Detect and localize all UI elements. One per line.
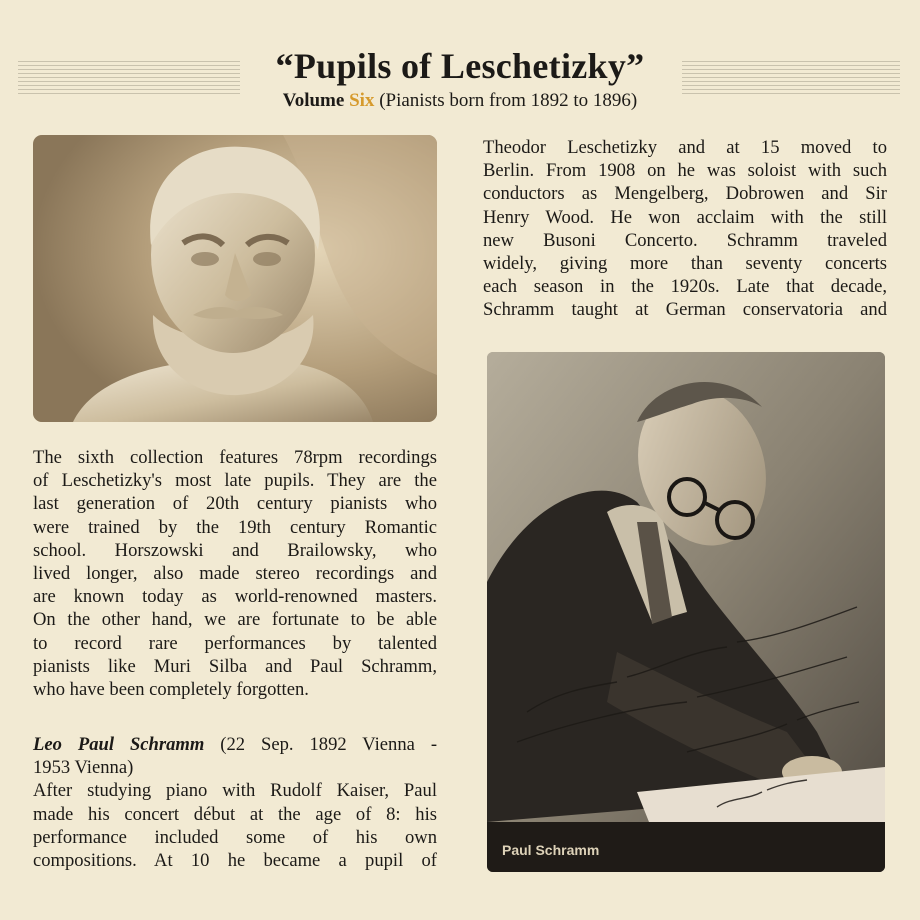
text-line: last generation of 20th century pianists who	[33, 493, 437, 515]
text-line: widely, giving more than seventy concerts	[483, 253, 887, 275]
text-line: of Leschetizky's most late pupils. They are the	[33, 470, 437, 492]
pianist-dates-cont: 1953 Vienna)	[33, 757, 134, 779]
text-line: conductors as Mengelberg, Dobrowen and Sir	[483, 183, 887, 205]
text-line: On the other hand, we are fortunate to be able	[33, 609, 437, 631]
pianist-dates: (22 Sep. 1892 Vienna -	[204, 734, 438, 755]
leschetizky-bust-photo	[33, 135, 437, 422]
birth-range: (Pianists born from 1892 to 1896)	[379, 90, 638, 111]
pianist-name: Leo Paul Schramm	[33, 734, 205, 755]
text-line: The sixth collection features 78rpm recordings	[33, 447, 437, 468]
text-line: made his concert début at the age of 8: his	[33, 803, 437, 825]
text-line: were trained by the 19th century Romantic	[33, 516, 437, 538]
text-line: school. Horszowski and Brailowsky, who	[33, 539, 437, 561]
text-line: Schramm taught at German conservatoria and	[483, 299, 887, 321]
photo-caption: Paul Schramm	[502, 842, 600, 858]
intro-paragraph	[33, 446, 437, 701]
text-line: pianists like Muri Silba and Paul Schramm,	[33, 655, 437, 677]
text-line: After studying piano with Rudolf Kaiser, Paul	[33, 780, 437, 802]
text-line: to record rare performances by talented	[33, 632, 437, 654]
text-line: each season in the 1920s. Late that decade,	[483, 276, 887, 298]
text-line: lived longer, also made stereo recordings and	[33, 563, 437, 585]
text-line: Henry Wood. He won acclaim with the still	[483, 206, 887, 228]
bio-section	[33, 733, 437, 872]
text-line: are known today as world-renowned masters.	[33, 586, 437, 608]
text-line: who have been completely forgotten.	[33, 679, 309, 701]
text-line: Theodor Leschetizky and at 15 moved to	[483, 137, 887, 158]
paul-schramm-photo	[487, 352, 885, 872]
page-title: “Pupils of Leschetizky”	[275, 46, 645, 86]
text-line: compositions. At 10 he became a pupil of	[33, 850, 437, 872]
page-subtitle	[0, 89, 920, 113]
volume-label: Volume	[282, 90, 345, 111]
text-line: performance included some of his own	[33, 826, 437, 848]
bio-heading-line	[33, 733, 437, 756]
bio-continuation	[483, 136, 887, 322]
volume-number: Six	[349, 90, 375, 111]
text-line: new Busoni Concerto. Schramm traveled	[483, 229, 887, 251]
text-line: Berlin. From 1908 on he was soloist with such	[483, 160, 887, 182]
